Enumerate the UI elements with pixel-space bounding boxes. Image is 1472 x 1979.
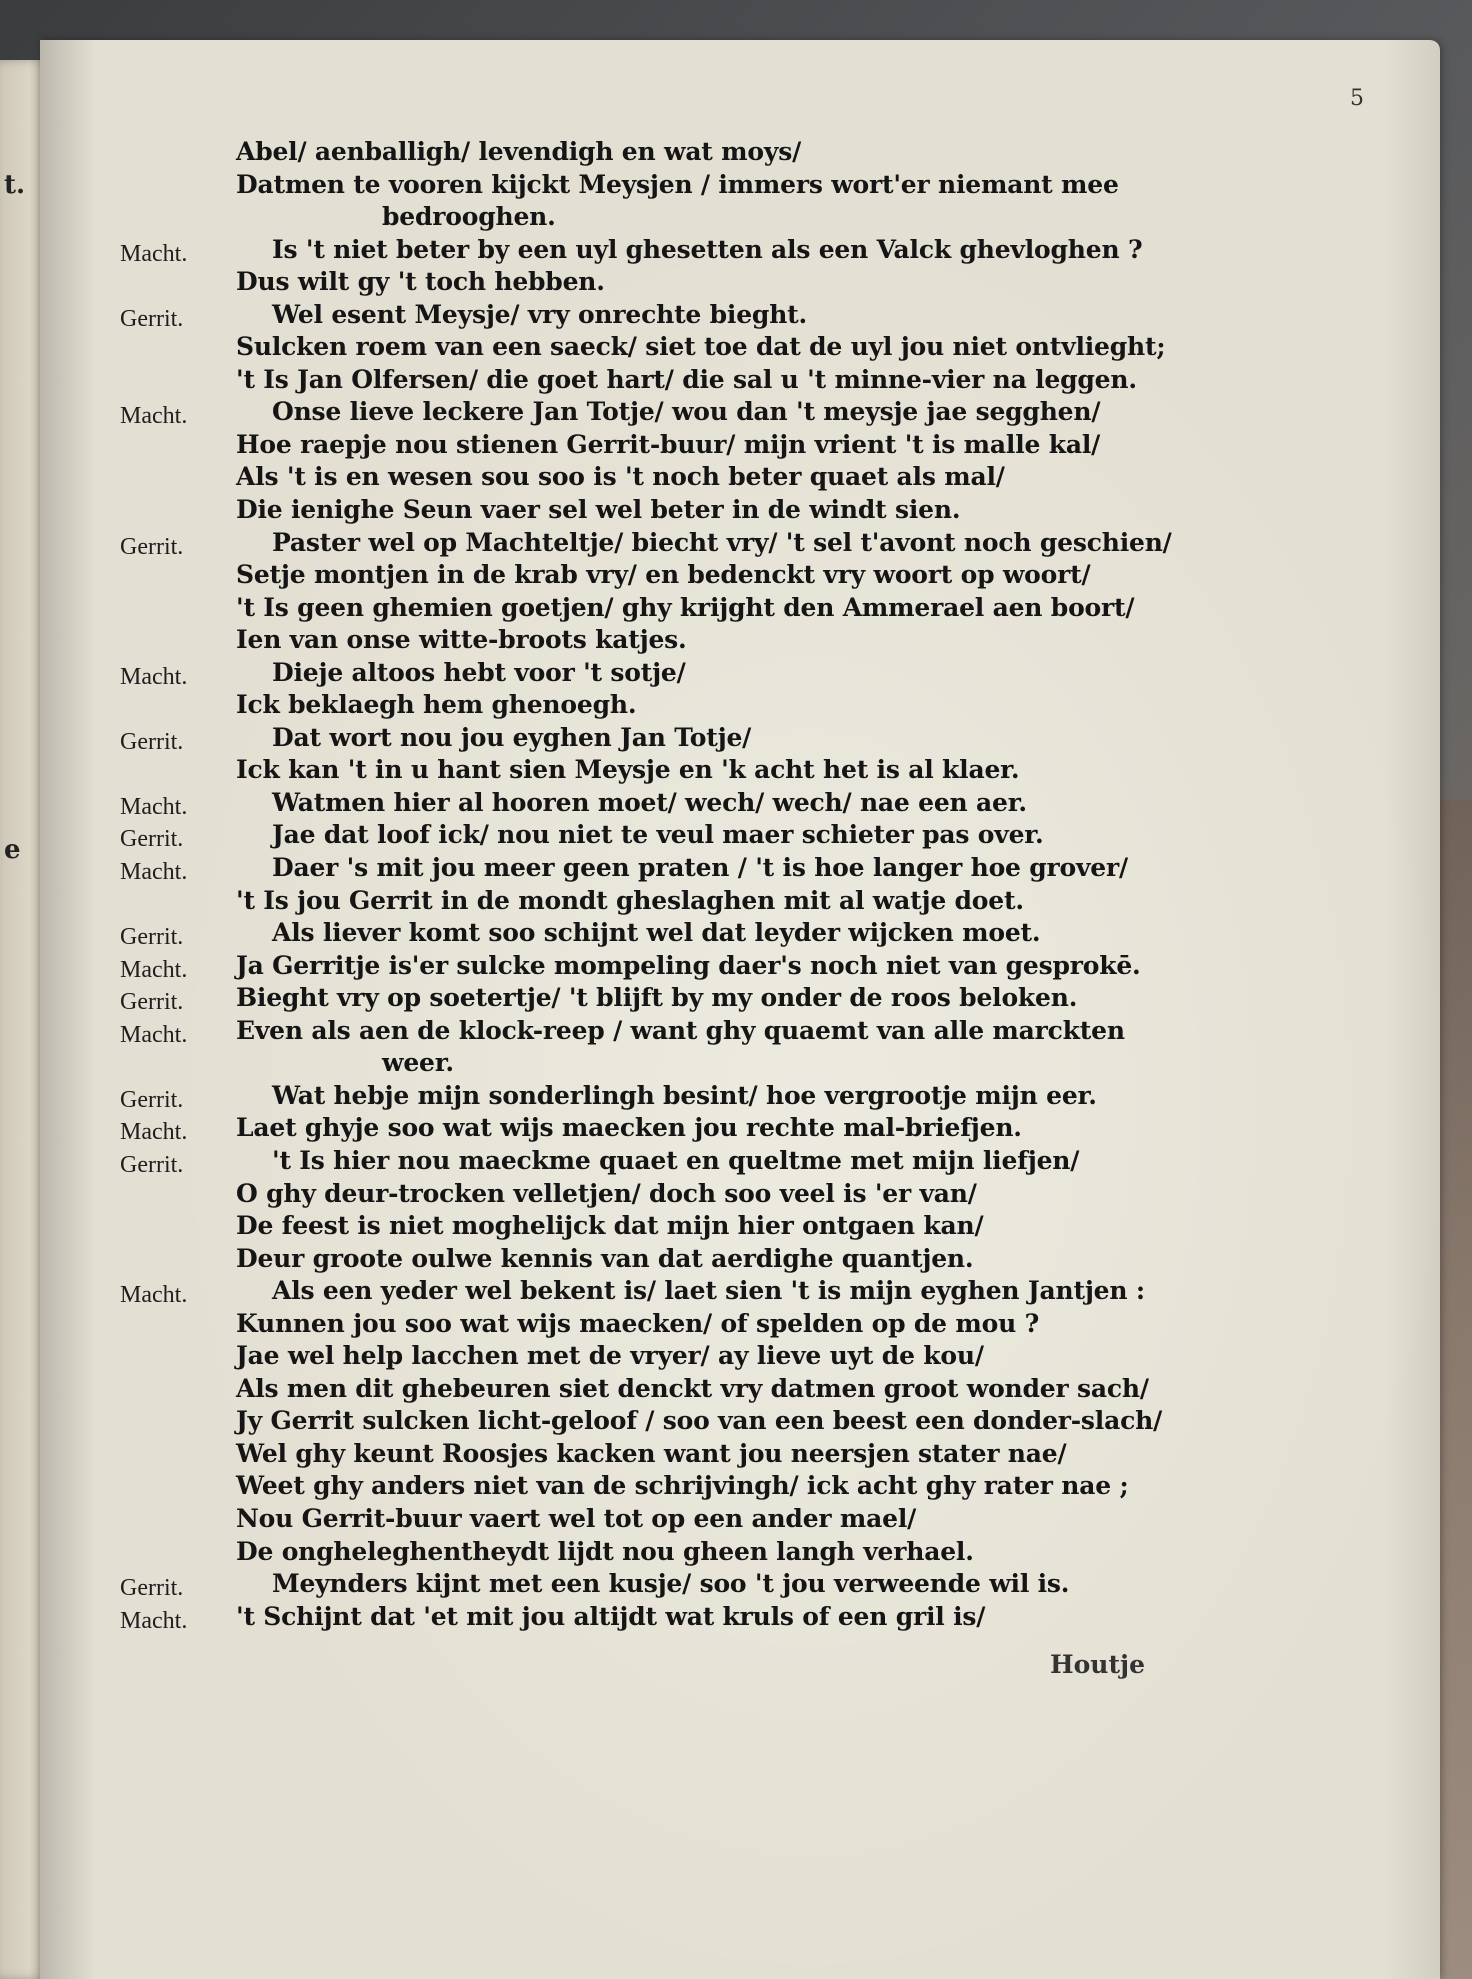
verse-text: Weet ghy anders niet van de schrijvingh/ ick acht ghy rater nae ; xyxy=(236,1471,1129,1501)
text-line xyxy=(120,201,1200,234)
text-line xyxy=(120,1243,1200,1276)
text-line xyxy=(120,917,1200,950)
text-line xyxy=(120,1405,1200,1438)
verse-text: Jy Gerrit sulcken licht-geloof / soo van een beest een donder-slach/ xyxy=(236,1406,1163,1436)
verse-text: Datmen te vooren kijckt Meysjen / immers wort'er niemant mee xyxy=(236,169,1119,199)
text-line xyxy=(120,885,1200,918)
text-line xyxy=(120,950,1200,983)
text-line xyxy=(120,136,1200,169)
text-line xyxy=(120,1438,1200,1471)
text-line xyxy=(120,461,1200,494)
speaker-name: Gerrit. xyxy=(120,1086,184,1113)
text-line xyxy=(120,787,1200,820)
verse-text: Dat wort nou jou eyghen Jan Totje/ xyxy=(272,722,752,752)
verse-text: Even als aen de klock-reep / want ghy quaemt van alle marckten xyxy=(236,1015,1125,1045)
verse-text: weer. xyxy=(382,1048,454,1078)
text-line xyxy=(120,1210,1200,1243)
text-line xyxy=(120,1601,1200,1634)
text-line xyxy=(120,819,1200,852)
text-line xyxy=(120,1145,1200,1178)
catchword: Houtje xyxy=(1050,1650,1145,1679)
verse-text: Die ienighe Seun vaer sel wel beter in de windt sien. xyxy=(236,495,961,525)
text-line xyxy=(120,657,1200,690)
text-line xyxy=(120,234,1200,267)
verse-text: Abel/ aenballigh/ levendigh en wat moys/ xyxy=(236,137,802,166)
text-line xyxy=(120,1340,1200,1373)
left-edge-mark: e xyxy=(4,835,21,865)
speaker-name: Gerrit. xyxy=(120,924,184,951)
text-line xyxy=(120,527,1200,560)
verse-text: 't Schijnt dat 'et mit jou altijdt wat kruls of een gril is/ xyxy=(236,1601,986,1631)
text-line xyxy=(120,1112,1200,1145)
text-line xyxy=(120,1080,1200,1113)
speaker-name: Macht. xyxy=(120,1021,188,1048)
speaker-name: Gerrit. xyxy=(120,728,184,755)
text-line xyxy=(120,1568,1200,1601)
verse-text: Als men dit ghebeuren siet denckt vry datmen groot wonder sach/ xyxy=(236,1373,1149,1403)
text-line xyxy=(120,1470,1200,1503)
text-line xyxy=(120,1275,1200,1308)
text-line xyxy=(120,982,1200,1015)
speaker-name: Gerrit. xyxy=(120,826,184,853)
verse-text: Ja Gerritje is'er sulcke mompeling daer's noch niet van gesprokē. xyxy=(236,950,1141,980)
text-line xyxy=(120,1015,1200,1048)
text-line xyxy=(120,364,1200,397)
verse-text: Dieje altoos hebt voor 't sotje/ xyxy=(272,657,686,687)
text-line xyxy=(120,1503,1200,1536)
verse-text: 't Is hier nou maeckme quaet en queltme met mijn liefjen/ xyxy=(272,1145,1080,1175)
verse-text: Bieght vry op soetertje/ 't blijft by my onder de roos beloken. xyxy=(236,983,1078,1013)
text-line xyxy=(120,1308,1200,1341)
verse-text: Nou Gerrit-buur vaert wel tot op een ander mael/ xyxy=(236,1503,917,1533)
text-line xyxy=(120,754,1200,787)
page-corner-mark: 5 xyxy=(1350,86,1364,111)
verse-text: Is 't niet beter by een uyl ghesetten als een Valck ghevloghen ? xyxy=(272,234,1143,264)
verse-text: Jae dat loof ick/ nou niet te veul maer schieter pas over. xyxy=(272,820,1044,850)
verse-text: Daer 's mit jou meer geen praten / 't is hoe langer hoe grover/ xyxy=(272,853,1128,883)
dialogue-text xyxy=(120,136,1200,1633)
verse-text: Kunnen jou soo wat wijs maecken/ of spelden op de mou ? xyxy=(236,1308,1040,1338)
speaker-name: Macht. xyxy=(120,403,188,430)
verse-text: Sulcken roem van een saeck/ siet toe dat de uyl jou niet ontvlieght; xyxy=(236,332,1166,362)
speaker-name: Gerrit. xyxy=(120,305,184,332)
verse-text: Meynders kijnt met een kusje/ soo 't jou verweende wil is. xyxy=(272,1569,1070,1599)
speaker-name: Macht. xyxy=(120,1282,188,1309)
text-line xyxy=(120,1536,1200,1569)
text-line xyxy=(120,624,1200,657)
verse-text: 't Is geen ghemien goetjen/ ghy krijght den Ammerael aen boort/ xyxy=(236,592,1135,622)
verse-text: Ien van onse witte-broots katjes. xyxy=(236,625,687,655)
verse-text: Watmen hier al hooren moet/ wech/ wech/ nae een aer. xyxy=(272,787,1027,817)
verse-text: Paster wel op Machteltje/ biecht vry/ 't sel t'avont noch geschien/ xyxy=(272,527,1172,557)
left-edge-mark: t. xyxy=(4,170,26,200)
verse-text: Jae wel help lacchen met de vryer/ ay lieve uyt de kou/ xyxy=(236,1341,984,1371)
text-line xyxy=(120,559,1200,592)
speaker-name: Gerrit. xyxy=(120,1151,184,1178)
speaker-name: Macht. xyxy=(120,240,188,267)
text-line xyxy=(120,331,1200,364)
verse-text: Ick kan 't in u hant sien Meysje en 'k acht het is al klaer. xyxy=(236,755,1020,785)
verse-text: Deur groote oulwe kennis van dat aerdighe quantjen. xyxy=(236,1243,974,1273)
verse-text: Dus wilt gy 't toch hebben. xyxy=(236,267,605,297)
verse-text: bedrooghen. xyxy=(382,202,556,232)
speaker-name: Macht. xyxy=(120,956,188,983)
speaker-name: Macht. xyxy=(120,793,188,820)
speaker-name: Macht. xyxy=(120,663,188,690)
verse-text: Onse lieve leckere Jan Totje/ wou dan 't meysje jae segghen/ xyxy=(272,397,1101,427)
verse-text: De feest is niet moghelijck dat mijn hier ontgaen kan/ xyxy=(236,1211,984,1241)
text-line xyxy=(120,1047,1200,1080)
text-line xyxy=(120,722,1200,755)
text-line xyxy=(120,494,1200,527)
speaker-name: Gerrit. xyxy=(120,989,184,1016)
text-line xyxy=(120,592,1200,625)
text-line xyxy=(120,689,1200,722)
verse-text: Laet ghyje soo wat wijs maecken jou rechte mal-briefjen. xyxy=(236,1113,1022,1143)
text-line xyxy=(120,1373,1200,1406)
speaker-name: Gerrit. xyxy=(120,1575,184,1602)
verse-text: Als een yeder wel bekent is/ laet sien 't is mijn eyghen Jantjen : xyxy=(272,1276,1145,1306)
verse-text: De ongheleghentheydt lijdt nou gheen langh verhael. xyxy=(236,1536,974,1566)
text-line xyxy=(120,429,1200,462)
verse-text: Als liever komt soo schijnt wel dat leyder wijcken moet. xyxy=(272,918,1041,948)
text-line xyxy=(120,299,1200,332)
speaker-name: Macht. xyxy=(120,1119,188,1146)
text-line xyxy=(120,266,1200,299)
speaker-name: Gerrit. xyxy=(120,533,184,560)
text-line xyxy=(120,852,1200,885)
text-line xyxy=(120,1178,1200,1211)
text-line xyxy=(120,396,1200,429)
verse-text: Ick beklaegh hem ghenoegh. xyxy=(236,690,637,720)
verse-text: Hoe raepje nou stienen Gerrit-buur/ mijn vrient 't is malle kal/ xyxy=(236,429,1101,459)
verse-text: Setje montjen in de krab vry/ en bedenckt vry woort op woort/ xyxy=(236,560,1091,590)
verse-text: O ghy deur-trocken velletjen/ doch soo veel is 'er van/ xyxy=(236,1178,977,1208)
verse-text: Als 't is en wesen sou soo is 't noch beter quaet als mal/ xyxy=(236,462,1005,492)
verse-text: Wel esent Meysje/ vry onrechte bieght. xyxy=(272,299,808,329)
speaker-name: Macht. xyxy=(120,859,188,886)
verse-text: Wel ghy keunt Roosjes kacken want jou neersjen stater nae/ xyxy=(236,1438,1067,1468)
verse-text: 't Is jou Gerrit in de mondt gheslaghen mit al watje doet. xyxy=(236,885,1024,915)
speaker-name: Macht. xyxy=(120,1607,188,1634)
verse-text: 't Is Jan Olfersen/ die goet hart/ die sal u 't minne-vier na leggen. xyxy=(236,364,1137,394)
text-line xyxy=(120,169,1200,202)
verse-text: Wat hebje mijn sonderlingh besint/ hoe vergrootje mijn eer. xyxy=(272,1080,1097,1110)
